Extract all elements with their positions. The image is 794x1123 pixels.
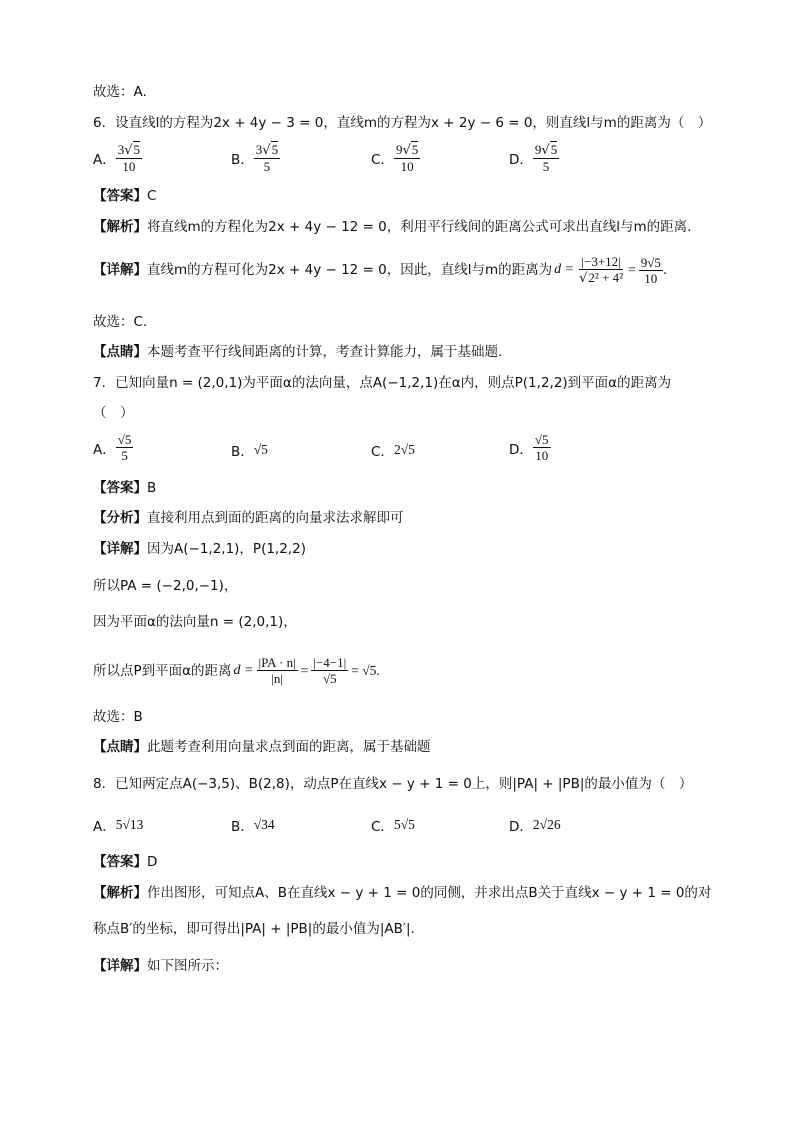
frac-num: |−4−1| [313,655,347,670]
frac-den: √5 [322,671,337,686]
q6-analysis [93,217,691,237]
q7-option-a [93,432,133,463]
answer-tag: 【答案】 [93,854,147,870]
frac-den: 5 [121,448,128,463]
q7-option-c [371,440,415,460]
option-text: 2√26 [532,817,561,832]
detail-tag: 【详解】 [93,262,147,278]
q6-conclusion: 故选：C. [93,314,148,330]
q8-option-a [93,815,143,835]
detail-fraction-2 [311,655,348,686]
detail-fraction [257,655,298,686]
frac-den: 10 [535,448,549,463]
frac-num: √5 [534,432,549,447]
frac-rad: 5 [411,142,419,157]
comment-text: 此题考查利用向量求点到面的距离，属于基础题 [147,739,431,755]
option-text: √34 [253,817,275,832]
comment-tag: 【点睛】 [93,344,147,360]
option-letter: B． [231,819,254,835]
detail-tag: 【详解】 [93,958,147,974]
q8-answer [93,852,157,872]
frac-num: |−3+12| [581,254,621,269]
frac-rad: 5 [133,142,141,157]
option-letter: D． [509,441,533,458]
q8-detail [93,956,228,976]
option-letter: C． [371,152,394,168]
frac-num: 9 [395,142,403,157]
frac-den: 10 [400,159,414,174]
analysis-text: 作出图形，可知点A、B在直线x − y + 1 = 0的同侧，并求出点B关于直线x − y + 1 = 0的对 [147,885,712,901]
q6-option-a: A． $\frac{3√5}{10}$ [93,142,141,174]
detail-text: 如下图所示： [147,958,228,974]
detail-d: d = [554,262,575,277]
option-letter: D． [509,819,533,835]
detail-result [639,255,663,286]
q7-stem-cont: （ ） [93,405,134,421]
option-text: 5√5 [393,817,415,832]
detail-fraction: $\frac{|-3+12|}{\text{√2² + 4²}}$ [579,254,624,286]
frac-num: |PA · n| [258,655,296,670]
frac-num: 3 [117,142,125,157]
frac-num: √5 [117,432,132,447]
analysis-text: 将直线m的方程化为2x + 4y − 12 = 0，利用平行线间的距离公式可求出直线l与m的距离. [147,219,692,235]
q7-option-b [231,440,268,460]
frac-num: 9√5 [640,254,661,270]
analysis-tag: 【分析】 [93,510,147,526]
frac-num: 9 [534,142,542,157]
detail-text: 因为A(−1,2,1)，P(1,2,2) [147,541,306,557]
frac-rad: 5 [271,142,279,157]
q6-answer [93,186,156,206]
q7-analysis [93,508,404,528]
q8-analysis-2: 称点B′的坐标，即可得出|PA| + |PB|的最小值为|AB′|. [93,921,415,937]
frac-den: |n| [271,671,283,686]
option-letter: A． [93,819,116,835]
answer-value: C [147,188,157,204]
detail-tag: 【详解】 [93,541,147,557]
comment-tag: 【点睛】 [93,739,147,755]
option-letter: A． [93,152,116,168]
q8-option-d [509,815,561,835]
option-letter: C． [371,444,394,460]
q7-detail [93,539,306,559]
answer-tag: 【答案】 [93,188,147,204]
q7-option-d [509,432,551,463]
q7-conclusion: 故选：B [93,709,143,725]
q6-detail: 【详解】 直线m的方程可化为2x + 4y − 12 = 0，因此，直线l与m的距离为 d = $\frac{|-3+12|}{\text{√2² + 4²}}$ = $\frac{9√5}{10}$ . [93,254,668,286]
option-text: 5√13 [115,817,144,832]
detail-result: = √5. [351,662,380,678]
q7-answer [93,478,156,498]
frac-den: 10 [644,270,658,286]
q7-detail-3: 因为平面α的法向量n = (2,0,1)， [93,614,297,630]
option-letter: B． [231,152,254,168]
frac-den: 2² + 4² [588,270,624,285]
option-text: 2√5 [393,442,415,457]
option-letter: A． [93,441,116,458]
frac-den: 5 [263,159,271,174]
q6-comment [93,342,502,362]
answer-value: D [147,854,158,870]
analysis-text: 直接利用点到面的距离的向量求法求解即可 [147,510,404,526]
detail-text: 直线m的方程可化为2x + 4y − 12 = 0，因此，直线l与m的距离为 [147,262,553,278]
analysis-tag: 【解析】 [93,219,147,235]
answer-value: B [147,480,157,496]
answer-tag: 【答案】 [93,480,147,496]
q6-option-c: C． $\frac{9√5}{10}$ [371,142,419,174]
q6-option-d: D． $\frac{9√5}{5}$ [509,142,558,174]
q8-option-b [231,815,275,835]
frac-rad: 5 [550,142,558,157]
frac-den: 5 [542,159,550,174]
q7-detail-2: 所以PA = (−2,0,−1)， [93,578,238,594]
q7-comment [93,737,431,757]
option-letter: C． [371,819,394,835]
option-letter: D． [509,152,533,168]
detail-d: d = [233,662,254,678]
comment-text: 本题考查平行线间距离的计算，考查计算能力，属于基础题. [147,344,503,360]
option-letter: B． [231,444,254,460]
q6-stem: 6．设直线l的方程为2x + 4y − 3 = 0，直线m的方程为x + 2y − 6 = 0，则直线l与m的距离为（ ） [93,115,712,131]
q6-option-b: B． $\frac{3√5}{5}$ [231,142,279,174]
frac-num: 3 [255,142,263,157]
q7-detail-4: 所以点P到平面α的距离 d = $\frac{|PA \cdot n|}{|n|}$ = $\frac{|-4-1|}{√5}$ = √5. [93,655,380,686]
option-text: √5 [253,442,268,457]
prev-conclusion: 故选：A. [93,84,147,100]
q8-option-c [371,815,415,835]
frac-den: 10 [122,159,136,174]
detail-text: 所以点P到平面α的距离 [93,662,232,679]
q8-analysis [93,883,711,903]
analysis-tag: 【解析】 [93,885,147,901]
q8-stem: 8．已知两定点A(−3,5)、B(2,8)，动点P在直线x − y + 1 = 0上，则|PA| + |PB|的最小值为（ ） [93,776,693,792]
q7-stem: 7．已知向量n = (2,0,1)为平面α的法向量，点A(−1,2,1)在α内，则点P(1,2,2)到平面α的距离为 [93,375,672,391]
